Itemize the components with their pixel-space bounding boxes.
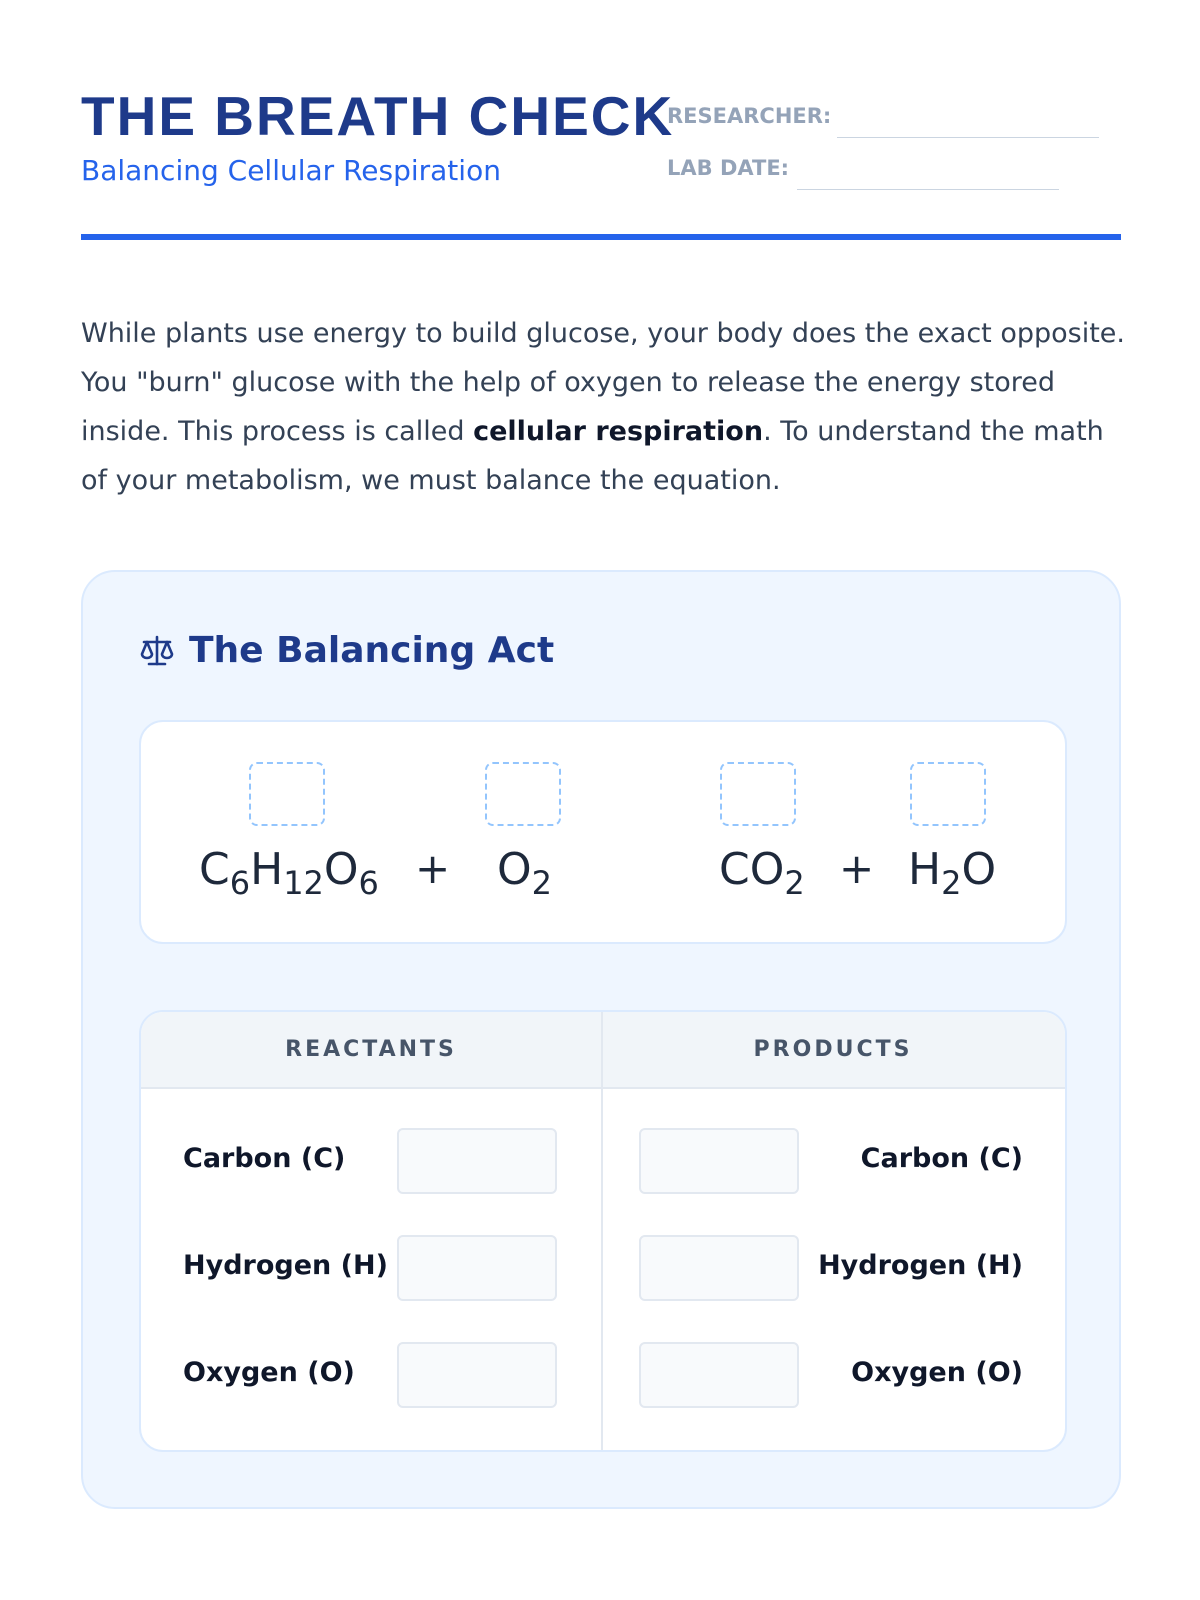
worksheet-page xyxy=(81,0,1125,1388)
lab-date-field[interactable] xyxy=(797,189,1059,190)
product-hydrogen-label: Hydrogen (H) xyxy=(818,1250,1023,1281)
lab-date-label: LAB DATE: xyxy=(667,156,790,180)
oxygen-formula: $O_2$ xyxy=(497,844,552,902)
reactant-hydrogen-label: Hydrogen (H) xyxy=(183,1250,388,1281)
plus-sign: + xyxy=(415,844,451,893)
carbon-dioxide-coefficient-box[interactable] xyxy=(720,762,796,826)
researcher-field[interactable] xyxy=(837,137,1099,138)
product-oxygen-label: Oxygen (O) xyxy=(851,1357,1023,1388)
water-coefficient-box[interactable] xyxy=(910,762,986,826)
carbon-dioxide-formula: $CO_2$ xyxy=(719,844,805,902)
reactant-carbon-input[interactable] xyxy=(397,1128,557,1194)
atom-count-table xyxy=(139,1010,1067,1452)
reactant-oxygen-label: Oxygen (O) xyxy=(183,1357,355,1388)
product-carbon-input[interactable] xyxy=(639,1128,799,1194)
glucose-formula: $C_6H_{12}O_6$ xyxy=(199,844,379,902)
product-hydrogen-input[interactable] xyxy=(639,1235,799,1301)
reactant-carbon-label: Carbon (C) xyxy=(183,1143,346,1174)
balancing-title-text: The Balancing Act xyxy=(189,630,555,671)
table-header xyxy=(141,1012,1065,1089)
oxygen-coefficient-box[interactable] xyxy=(485,762,561,826)
intro-text-end: . To understand the math of your metabolism, we must balance the equation. xyxy=(81,416,1104,496)
intro-text-start: While plants use energy to build glucose, your body does the exact opposite. You "burn" glucose with the help of oxygen to release the energy stored inside. This process is called xyxy=(81,318,1125,447)
worksheet-header xyxy=(81,0,1121,244)
researcher-label: RESEARCHER: xyxy=(667,104,832,128)
intro-keyword: cellular respiration xyxy=(473,416,764,447)
products-header: PRODUCTS xyxy=(753,1037,913,1062)
reactant-hydrogen-input[interactable] xyxy=(397,1235,557,1301)
plus-sign: + xyxy=(839,844,875,893)
product-carbon-label: Carbon (C) xyxy=(860,1143,1023,1174)
reactant-oxygen-input[interactable] xyxy=(397,1342,557,1408)
reactants-header: REACTANTS xyxy=(285,1037,457,1062)
water-formula: $H_2O$ xyxy=(908,844,997,902)
header-divider xyxy=(81,234,1121,240)
page-subtitle: Balancing Cellular Respiration xyxy=(81,154,501,187)
intro-paragraph xyxy=(81,309,1131,505)
balancing-card-title xyxy=(139,630,554,671)
product-oxygen-input[interactable] xyxy=(639,1342,799,1408)
equation-panel xyxy=(139,720,1067,944)
glucose-coefficient-box[interactable] xyxy=(249,762,325,826)
balance-scale-icon xyxy=(139,633,175,669)
column-divider xyxy=(601,1012,603,1450)
page-title: THE BREATH CHECK xyxy=(81,85,675,147)
